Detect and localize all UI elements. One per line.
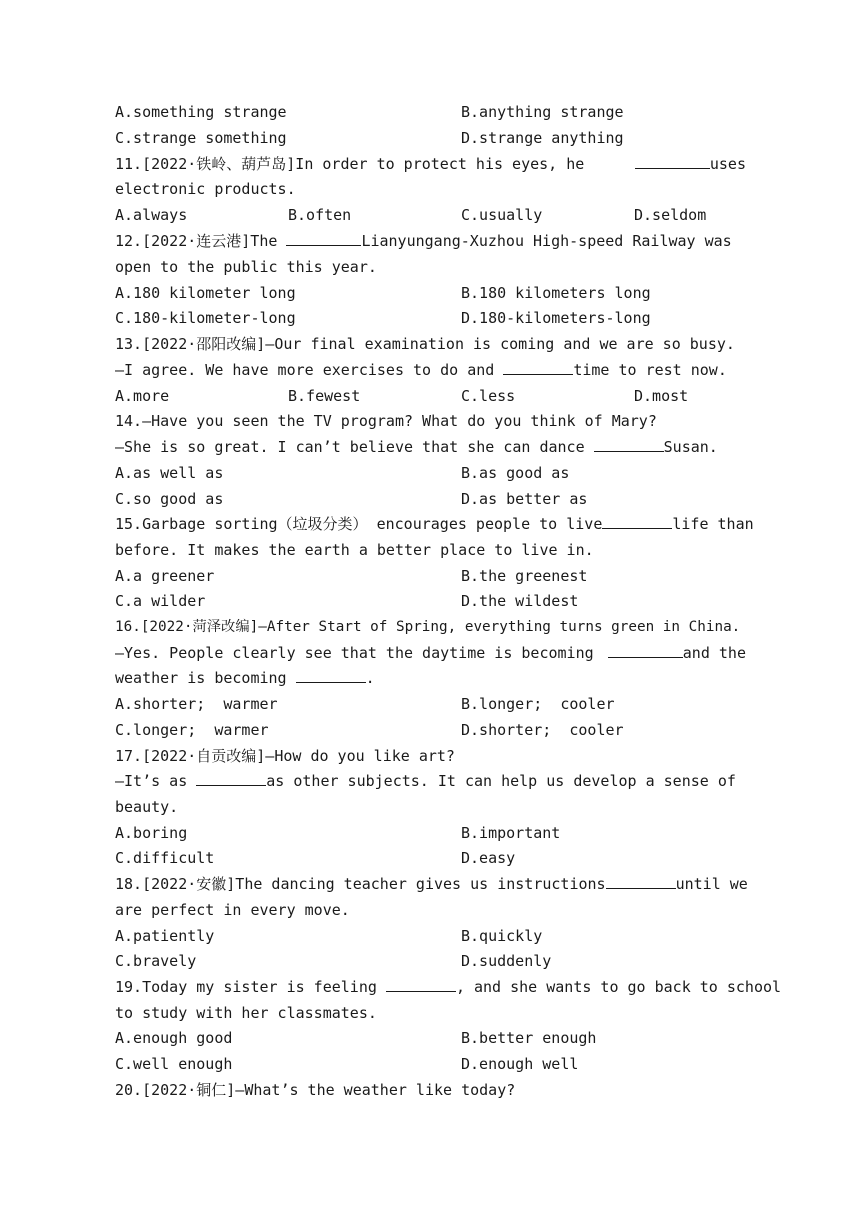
- q14-stem-line1: 14.—Have you seen the TV program? What do you think of Mary?: [115, 412, 657, 430]
- answer-blank: [594, 437, 664, 452]
- q16-option-d: D.shorter; cooler: [461, 721, 624, 739]
- q13-stem-line2: [115, 360, 746, 380]
- q17-stem-line2: [115, 771, 746, 791]
- q20-stem-line1: 20.[2022·铜仁]—What’s the weather like today?: [115, 1081, 516, 1099]
- q12-stem: [115, 231, 746, 251]
- q18-option-a: A.patiently: [115, 927, 215, 945]
- q15-stem-pre: 15.Garbage sorting（垃圾分类） encourages people to live: [115, 515, 603, 533]
- q10-option-d: D.strange anything: [461, 129, 624, 147]
- q15-option-c: C.a wilder: [115, 592, 206, 610]
- q13-option-c: C.less: [461, 387, 516, 405]
- q17-stem-line1: 17.[2022·自贡改编]—How do you like art?: [115, 747, 455, 765]
- q19-option-d: D.enough well: [461, 1055, 579, 1073]
- q11-stem-post: uses: [709, 155, 746, 173]
- q18-stem: [115, 874, 746, 894]
- q13-option-d: D.most: [634, 387, 689, 405]
- q14-option-b: B.as good as: [461, 464, 570, 482]
- q15-stem-post: life than: [672, 515, 754, 533]
- q18-option-d: D.suddenly: [461, 952, 552, 970]
- q19-stem-pre: 19.Today my sister is feeling: [115, 978, 377, 996]
- q13-stem-line1: 13.[2022·邵阳改编]—Our final examination is coming and we are so busy.: [115, 335, 735, 353]
- q16-stem-line2: [115, 643, 746, 663]
- q15-option-d: D.the wildest: [461, 592, 579, 610]
- q17-stem-line3: beauty.: [115, 798, 179, 816]
- q11-stem-line2: electronic products.: [115, 180, 296, 198]
- q18-option-c: C.bravely: [115, 952, 197, 970]
- q16-stem-pre: —Yes. People clearly see that the daytime is becoming: [115, 644, 594, 662]
- q12-option-b: B.180 kilometers long: [461, 284, 651, 302]
- q19-stem-post: , and she wants to go back to school: [455, 978, 782, 996]
- q14-option-a: A.as well as: [115, 464, 224, 482]
- answer-blank: [386, 977, 456, 992]
- q16-stem-post: and the: [682, 644, 746, 662]
- q11-option-c: C.usually: [461, 206, 543, 224]
- q16-stem-line1: 16.[2022·菏泽改编]—After Start of Spring, everything turns green in China.: [115, 619, 741, 635]
- q17-stem-post: as other subjects. It can help us develop a sense of: [266, 772, 736, 790]
- q15-option-a: A.a greener: [115, 567, 215, 585]
- q14-stem-line2: [115, 437, 746, 457]
- q14-option-d: D.as better as: [461, 490, 588, 508]
- q14-option-c: C.so good as: [115, 490, 224, 508]
- q17-option-c: C.difficult: [115, 849, 215, 867]
- q16-option-c: C.longer; warmer: [115, 721, 269, 739]
- q12-stem-line2: open to the public this year.: [115, 258, 377, 276]
- answer-blank: [608, 643, 683, 658]
- q12-option-a: A.180 kilometer long: [115, 284, 296, 302]
- q13-stem-post: time to rest now.: [573, 361, 727, 379]
- q16-stem-line3-pre: weather is becoming: [115, 669, 287, 687]
- q18-option-b: B.quickly: [461, 927, 543, 945]
- q18-stem-pre: 18.[2022·安徽]The dancing teacher gives us instructions: [115, 875, 606, 893]
- answer-blank: [196, 771, 266, 786]
- q16-stem-line3: [115, 668, 746, 688]
- answer-blank: [635, 154, 710, 169]
- q12-option-c: C.180-kilometer-long: [115, 309, 296, 327]
- q15-option-b: B.the greenest: [461, 567, 588, 585]
- answer-blank: [606, 874, 676, 889]
- q17-stem-pre: —It’s as: [115, 772, 188, 790]
- q11-option-a: A.always: [115, 206, 188, 224]
- q19-option-c: C.well enough: [115, 1055, 233, 1073]
- q18-stem-line2: are perfect in every move.: [115, 901, 350, 919]
- q13-option-a: A.more: [115, 387, 170, 405]
- q18-stem-post: until we: [675, 875, 748, 893]
- q17-option-d: D.easy: [461, 849, 516, 867]
- q10-option-c: C.strange something: [115, 129, 287, 147]
- answer-blank: [286, 231, 361, 246]
- q10-option-a: A.something strange: [115, 103, 287, 121]
- q11-option-b: B.often: [288, 206, 352, 224]
- q12-stem-post: Lianyungang-Xuzhou High-speed Railway was: [361, 232, 732, 250]
- q16-stem-line3-post: .: [365, 669, 375, 687]
- q17-option-a: A.boring: [115, 824, 188, 842]
- q19-option-a: A.enough good: [115, 1029, 233, 1047]
- answer-blank: [503, 360, 573, 375]
- q16-option-a: A.shorter; warmer: [115, 695, 278, 713]
- q13-stem-pre: —I agree. We have more exercises to do and: [115, 361, 495, 379]
- answer-blank: [296, 668, 366, 683]
- q19-option-b: B.better enough: [461, 1029, 597, 1047]
- q11-stem-pre: 11.[2022·铁岭、葫芦岛]In order to protect his eyes, he: [115, 155, 585, 173]
- q10-option-b: B.anything strange: [461, 103, 624, 121]
- q17-option-b: B.important: [461, 824, 561, 842]
- q13-option-b: B.fewest: [288, 387, 361, 405]
- q16-option-b: B.longer; cooler: [461, 695, 615, 713]
- q15-stem: [115, 514, 754, 534]
- q14-stem-pre: —She is so great. I can’t believe that she can dance: [115, 438, 585, 456]
- q19-stem: [115, 977, 782, 997]
- q14-stem-post: Susan.: [663, 438, 718, 456]
- q12-option-d: D.180-kilometers-long: [461, 309, 651, 327]
- q11-stem: [115, 154, 746, 174]
- answer-blank: [602, 514, 672, 529]
- q12-stem-pre: 12.[2022·连云港]The: [115, 232, 278, 250]
- q19-stem-line2: to study with her classmates.: [115, 1004, 377, 1022]
- q11-option-d: D.seldom: [634, 206, 707, 224]
- q15-stem-line2: before. It makes the earth a better place to live in.: [115, 541, 594, 559]
